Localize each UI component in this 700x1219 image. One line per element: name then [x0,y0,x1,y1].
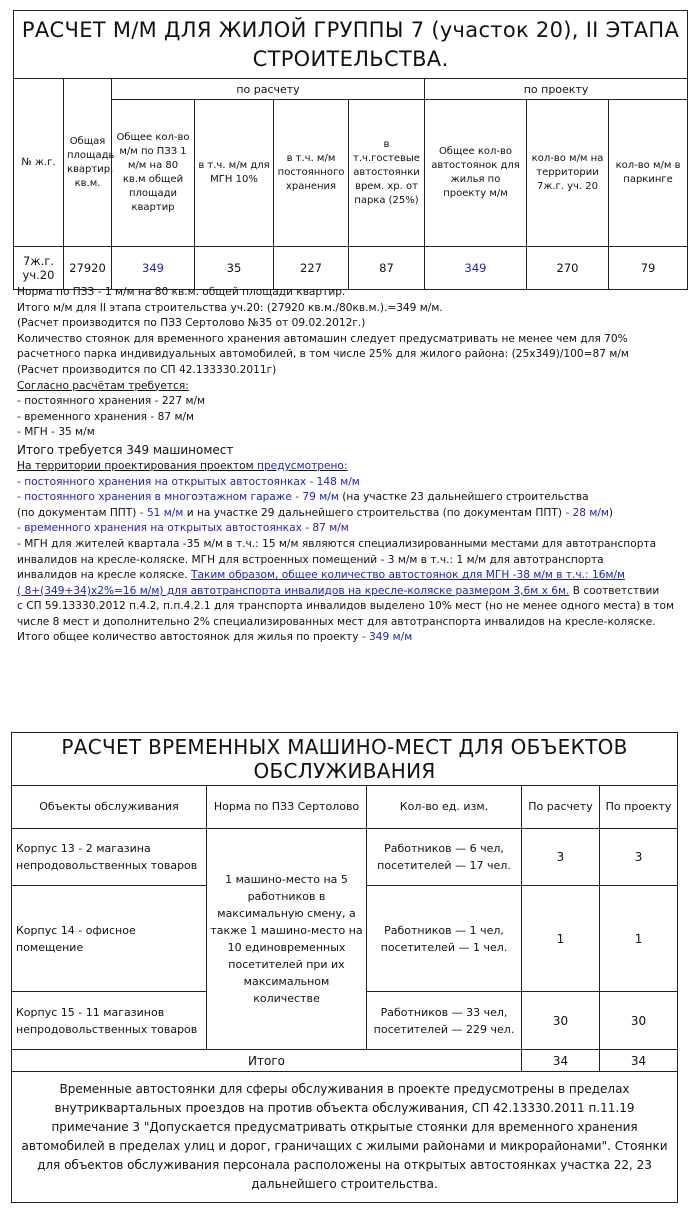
header-mgn: в т.ч. м/м для МГН 10% [195,100,274,247]
note-line: (Расчет производится по ПЗЗ Сертолово №35 от 09.02.2012г.) [17,317,366,330]
object-name: Корпус 13 - 2 магазина непродовольственных товаров [12,829,207,886]
note-line: (по документам ППТ) - 51 м/м и на участке 29 дальнейшего строительства (по документам ППТ) - 28 м/м) [17,506,614,519]
cell-parking: 79 [609,247,688,290]
note-line: Норма по ПЗЗ - 1 м/м на 80 кв.м. общей площади квартир. [17,286,346,298]
calc-value: 3 [522,829,600,886]
project-value: 30 [600,992,678,1050]
header-by-project: По проекту [600,786,678,829]
note-line: расчетного парка индивидуальных автомобилей, в том числе 25% для жилого района: (25х349)/100=87 м/м [17,348,629,361]
units-cell: Работников — 33 чел, посетителей — 229 чел. [367,992,522,1050]
cell-permanent: 227 [274,247,349,290]
note-line: - постоянного хранения на открытых автостоянках - 148 м/м [17,475,360,488]
cell-project-total: 349 [425,247,527,290]
header-norm: Норма по ПЗЗ Сертолово [207,786,367,829]
table-row [14,247,688,290]
table1-title: РАСЧЕТ М/М ДЛЯ ЖИЛОЙ ГРУППЫ 7 (участок 20), II ЭТАПА СТРОИТЕЛЬСТВА. [14,11,688,79]
total-project: 34 [600,1050,678,1072]
cell-territory: 270 [527,247,609,290]
note-line: На территории проектирования проектом предусмотрено: [17,459,348,472]
header-number: № ж.г. [14,79,64,247]
note-line: числе 8 мест и дополнительно 2% специализированных мест для автотранспорта инвалидов на кресле-коляске. [17,615,656,628]
service-parking-table [11,732,678,1203]
header-parking: кол-во м/м в паркинге [609,100,688,247]
cell-total-spaces: 349 [112,247,195,290]
note-line: Итого общее количество автостоянок для жилья по проекту - 349 м/м [17,631,413,644]
total-calc: 34 [522,1050,600,1072]
header-territory: кол-во м/м на территории 7ж.г. уч. 20 [527,100,609,247]
note-line: с СП 59.13330.2012 п.4.2, п.п.4.2.1 для транспорта инвалидов выделено 10% мест (но не менее одного места) в том [17,600,674,613]
header-project-total: Общее кол-во автостоянок для жилья по проекту м/м [425,100,527,247]
residential-parking-table [13,10,688,290]
calc-value: 30 [522,992,600,1050]
cell-mgn: 35 [195,247,274,290]
note-line: инвалидов на кресле-коляске. МГН для встроенных помещений - 3 м/м в т.ч.: 1 м/м для автотранспорта [17,553,604,566]
project-value: 3 [600,829,678,886]
note-total: Итого требуется 349 машиномест [17,442,234,457]
note-line: - МГН для жителей квартала -35 м/м в т.ч.: 15 м/м являются специализированными местами для автотранспорта [17,537,657,550]
note-line: Согласно расчётам требуется: [17,379,189,392]
note-line: Итого м/м для II этапа строительства уч.20: (27920 кв.м./80кв.м.).=349 м/м. [17,301,443,314]
object-name: Корпус 15 - 11 магазинов непродовольственных товаров [12,992,207,1050]
note-line: ( 8+(349+34)х2%=16 м/м) для автотранспорта инвалидов на кресле-коляске размером 3,6м х 6м. В соответствии [17,584,660,597]
note-line: инвалидов на кресле коляске. Таким образом, общее количество автостоянок для МГН -38 м/м в т.ч.: 16м/м [17,569,626,582]
total-label: Итого [12,1050,522,1072]
header-guest: в т.ч.гостевые автостоянки врем. хр. от парка (25%) [349,100,425,247]
group-header-project: по проекту [425,79,688,100]
header-total-spaces-pzz: Общее кол-во м/м по ПЗЗ 1 м/м на 80 кв.м общей площади квартир [112,100,195,247]
note-line: - постоянного хранения в многоэтажном гараже - 79 м/м (на участке 23 дальнейшего строительства [17,491,589,504]
units-cell: Работников — 6 чел, посетителей — 17 чел. [367,829,522,886]
note-line: - постоянного хранения - 227 м/м [17,395,206,408]
header-objects: Объекты обслуживания [12,786,207,829]
units-cell: Работников — 1 чел, посетителей — 1 чел. [367,886,522,992]
note-line: - временного хранения на открытых автостоянках - 87 м/м [17,522,349,535]
cell-area: 27920 [64,247,112,290]
header-total-area: Общая площадь квартир, кв.м. [64,79,112,247]
project-value: 1 [600,886,678,992]
note-line: Количество стоянок для временного хранения автомашин следует предусматривать не менее чем для 70% [17,332,628,345]
total-row [12,1050,678,1072]
cell-number: 7ж.г. уч.20 [14,247,64,290]
header-by-calc: По расчету [522,786,600,829]
calculation-notes [17,285,695,646]
cell-guest: 87 [349,247,425,290]
note-line: - временного хранения - 87 м/м [17,410,195,423]
norm-text: 1 машино-место на 5 работников в максимальную смену, а также 1 машино-место на 10 единовременных посетителей при их максимальном количестве [207,829,367,1050]
table2-footer-note: Временные автостоянки для сферы обслуживания в проекте предусмотрены в пределах внутриквартальных проездов на против объекта обслуживания, СП 42.13330.2011 п.11.19 примечание 3 "Допускается предусматривать открытые стоянки для временного хранения автомобилей в пределах улиц и дорог, граничащих с жилыми районами и микрорайонами". Стоянки для объектов обслуживания персонала расположены на открытых автостоянках участка 22, 23 дальнейшего строительства. [12,1072,678,1203]
calc-value: 1 [522,886,600,992]
object-name: Корпус 14 - офисное помещение [12,886,207,992]
note-line: (Расчет производится по СП 42.133330.2011г) [17,363,277,376]
header-units: Кол-во ед. изм. [367,786,522,829]
group-header-calc: по расчету [112,79,425,100]
note-line: - МГН - 35 м/м [17,426,95,439]
table2-title: РАСЧЕТ ВРЕМЕННЫХ МАШИНО-МЕСТ ДЛЯ ОБЪЕКТОВ ОБСЛУЖИВАНИЯ [12,733,678,786]
header-permanent: в т.ч. м/м постоянного хранения [274,100,349,247]
table-row [12,829,678,886]
